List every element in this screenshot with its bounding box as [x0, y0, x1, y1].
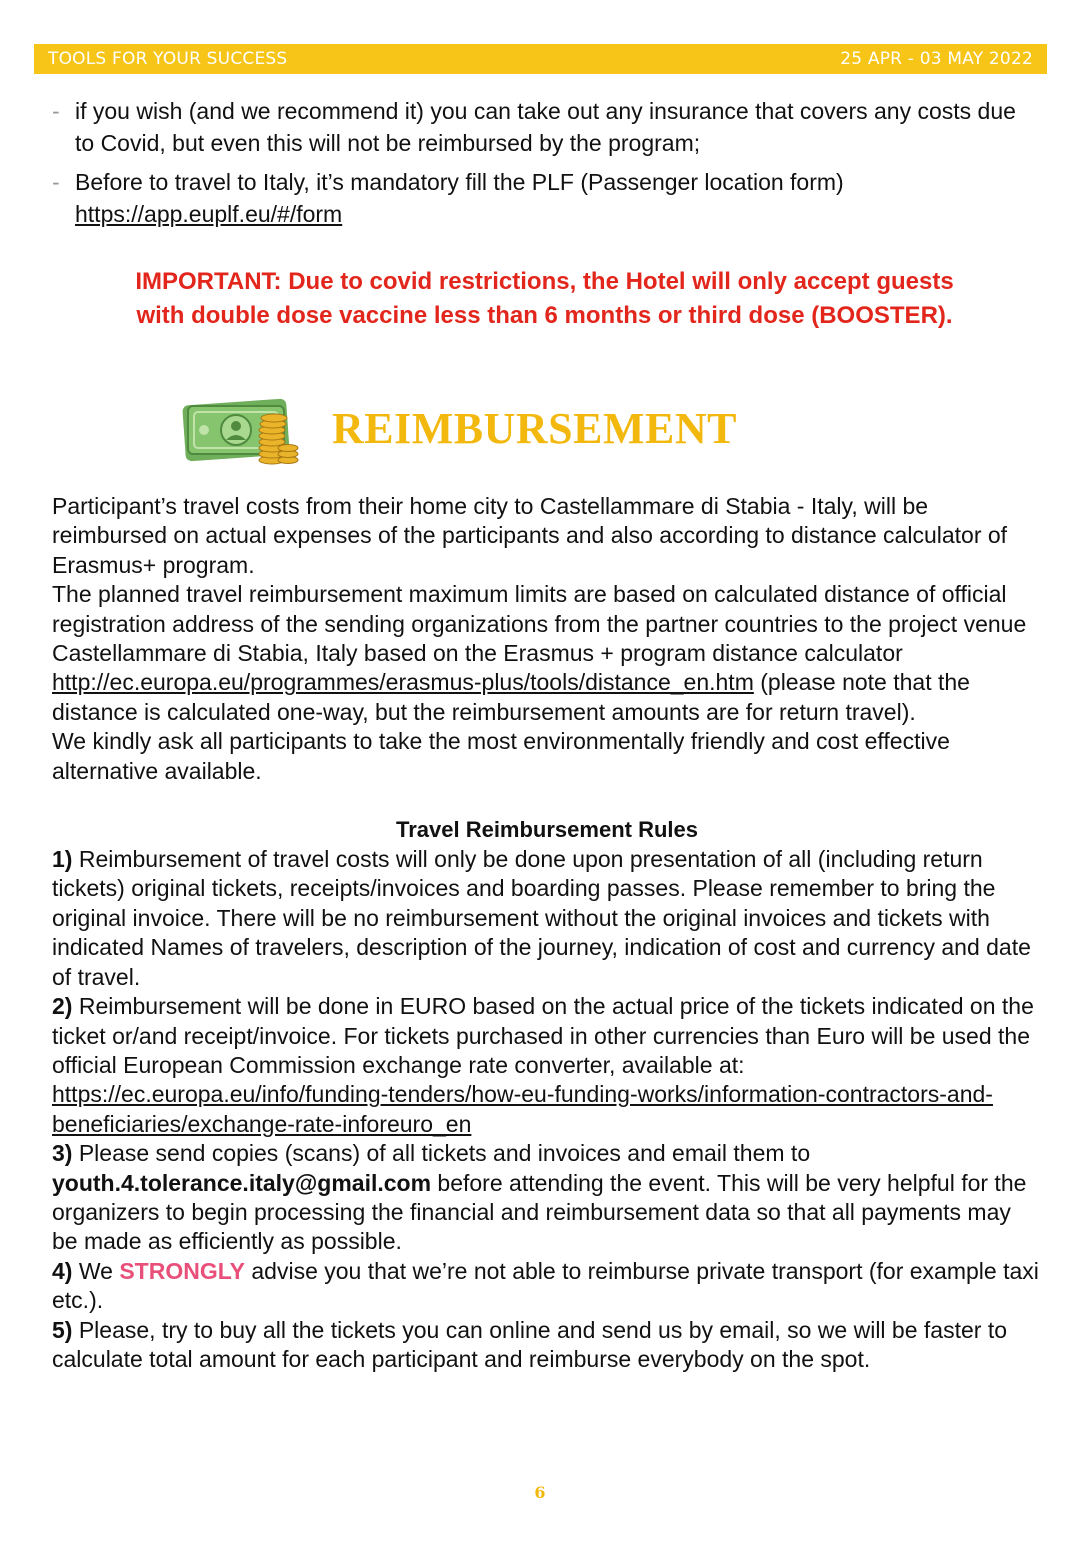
rule-5-number: 5) — [52, 1316, 73, 1343]
distance-calculator-link[interactable]: http://ec.europa.eu/programmes/erasmus-plus/tools/distance_en.htm — [52, 669, 754, 696]
bullet-insurance — [52, 95, 1037, 159]
reimbursement-paragraph-1: Participant’s travel costs from their home city to Castellammare di Stabia - Italy, will be reimbursed on actual expenses of the participants and also according to distance calculator of Erasmus+ program. — [52, 493, 1008, 578]
rule-3-text-end: before attending the event. This will be very helpful for the organizers to begin processing the financial and reimbursement data so that all payments may be made as efficiently as possible. — [52, 1169, 1027, 1255]
rule-4 — [52, 1257, 1042, 1316]
paragraph-2-text: The planned travel reimbursement maximum limits are based on calculated distance of official registration address of the sending organizations from the partner countries to the project venue Castellammare di Stabia, Italy based on the Erasmus + program distance calculator — [52, 581, 1027, 667]
rule-4-text: We — [72, 1257, 120, 1284]
header-left-text: TOOLS FOR YOUR SUCCESS — [48, 49, 288, 69]
exchange-rate-link[interactable]: https://ec.europa.eu/info/funding-tenders/how-eu-funding-works/information-contractors-and-beneficiaries/exchange-rate-inforeuro_en — [52, 1081, 993, 1137]
bullet-dash: - — [52, 169, 60, 195]
reimbursement-paragraph-2 — [52, 580, 1042, 727]
rule-2-number: 2) — [52, 993, 73, 1020]
contact-email: youth.4.tolerance.italy@gmail.com — [52, 1169, 432, 1196]
rule-4-number: 4) — [52, 1257, 73, 1284]
money-icon — [180, 388, 300, 468]
bullet-dash: - — [52, 98, 60, 124]
rule-5-text: Please, try to buy all the tickets you can online and send us by email, so we will be faster to calculate total amount for each participant and reimburse everybody on the spot. — [52, 1316, 1007, 1372]
rule-2-text: Reimbursement will be done in EURO based on the actual price of the tickets indicated on the ticket or/and receipt/invoice. For tickets purchased in other currencies than Euro will be used the official European Commission exchange rate converter, available at: — [52, 993, 1034, 1078]
rule-1 — [52, 845, 1042, 992]
rule-4-text-end: advise you that we’re not able to reimburse private transport (for example taxi etc.). — [52, 1257, 1039, 1314]
header-bar — [34, 44, 1047, 74]
rule-1-text: Reimbursement of travel costs will only be done upon presentation of all (including return tickets) original tickets, receipts/invoices and boarding passes. Please remember to bring the original invoice. There will be no reimbursement without the original invoices and tickets with indicated Names of travelers, description of the journey, indication of cost and currency and date of travel. — [52, 846, 1031, 990]
reimbursement-title: REIMBURSEMENT — [332, 403, 737, 453]
strongly-emphasis: STRONGLY — [119, 1257, 245, 1284]
rule-1-number: 1) — [52, 846, 73, 873]
important-line-2: with double dose vaccine less than 6 months or third dose (BOOSTER). — [136, 302, 953, 329]
important-notice — [52, 265, 1037, 333]
paragraph-2-note: (please note that the distance is calculated one-way, but the reimbursement amounts are for return travel). — [52, 669, 970, 725]
rule-3-number: 3) — [52, 1140, 73, 1167]
reimbursement-paragraph-3: We kindly ask all participants to take the most environmentally friendly and cost effective alternative available. — [52, 728, 950, 784]
reimbursement-body — [52, 492, 1042, 1374]
rule-5 — [52, 1316, 1042, 1375]
important-line-1: IMPORTANT: Due to covid restrictions, the Hotel will only accept guests — [135, 268, 954, 295]
rule-2 — [52, 992, 1042, 1139]
bullet-plf-text: Before to travel to Italy, it’s mandatory fill the PLF (Passenger location form) — [75, 169, 844, 195]
rule-3-text: Please send copies (scans) of all tickets and invoices and email them to — [72, 1140, 811, 1167]
rules-title: Travel Reimbursement Rules — [395, 817, 698, 843]
bullet-plf — [52, 166, 1037, 230]
bullet-insurance-text: if you wish (and we recommend it) you can take out any insurance that covers any costs due to Covid, but even this will not be reimbursed by the program; — [75, 98, 1016, 156]
header-date: 25 APR - 03 MAY 2022 — [840, 49, 1033, 69]
top-content — [52, 95, 1037, 333]
page-number: 6 — [534, 1483, 546, 1502]
rule-3 — [52, 1139, 1042, 1257]
reimbursement-heading — [180, 378, 737, 478]
plf-link[interactable]: https://app.euplf.eu/#/form — [75, 201, 343, 227]
